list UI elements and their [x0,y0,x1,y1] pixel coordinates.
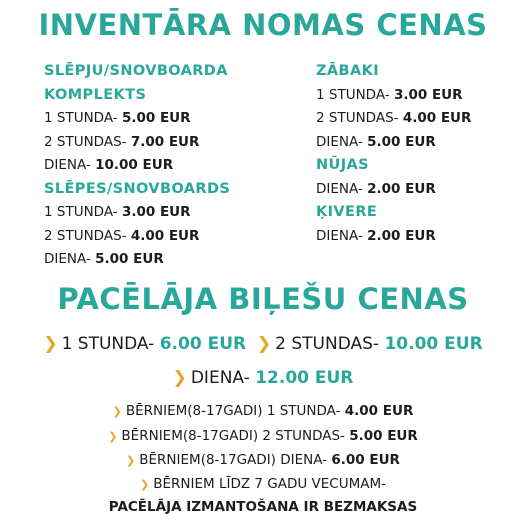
price-row: 1 STUNDA- 3.00 EUR [44,204,191,220]
price-row: DIENA- 5.00 EUR [316,133,436,150]
kids-price-row: ❯ BĒRNIEM LĪDZ 7 GADU VECUMAM- [140,476,386,492]
price-row: DIENA- 2.00 EUR [316,227,436,244]
helmets-heading: ĶIVERE [316,204,378,220]
ski-set-heading-line1: SLĒPJU/SNOVBOARDA [44,63,228,79]
kids-price-row: ❯ BĒRNIEM(8-17GADI) 2 STUNDAS- 5.00 EUR [108,428,418,444]
kids-price-row: ❯ BĒRNIEM(8-17GADI) DIENA- 6.00 EUR [126,452,400,468]
lift-day-row: ❯ DIENA- 12.00 EUR [172,368,354,388]
price-row: 2 STUNDAS- 4.00 EUR [316,110,472,126]
poles-heading: NŪJAS [316,157,369,173]
chevron-right-icon: ❯ [140,478,150,491]
chevron-right-icon: ❯ [126,454,136,467]
chevron-right-icon: ❯ [108,430,118,443]
price-row: DIENA- 5.00 EUR [44,251,164,267]
lift-hours-row: ❯ 1 STUNDA- 6.00 EUR ❯ 2 STUNDAS- 10.00 EUR [43,334,483,354]
rental-prices-title: INVENTĀRA NOMAS CENAS [38,8,488,42]
price-row: 2 STUNDAS- 7.00 EUR [44,133,200,150]
chevron-right-icon: ❯ [112,405,122,418]
price-row: 2 STUNDAS- 4.00 EUR [44,227,200,244]
chevron-right-icon: ❯ [256,334,272,354]
chevron-right-icon: ❯ [43,334,58,354]
price-row: 1 STUNDA- 3.00 EUR [316,86,463,103]
price-row: 1 STUNDA- 5.00 EUR [44,110,191,126]
skis-heading: SLĒPES/SNOVBOARDS [44,180,231,197]
price-row: DIENA- 10.00 EUR [44,157,174,173]
lift-prices-title: PACĒLĀJA BIĻEŠU CENAS [57,282,469,316]
free-lift-note: PACĒLĀJA IZMANTOŠANA IR BEZMAKSAS [108,499,418,515]
rental-right-column [316,60,516,248]
chevron-right-icon: ❯ [172,368,187,388]
rental-left-column [44,60,304,272]
boots-heading: ZĀBAKI [316,63,380,79]
kids-price-row: ❯ BĒRNIEM(8-17GADI) 1 STUNDA- 4.00 EUR [112,403,414,419]
price-row: DIENA- 2.00 EUR [316,180,436,197]
ski-set-heading-line2: KOMPLEKTS [44,86,147,103]
